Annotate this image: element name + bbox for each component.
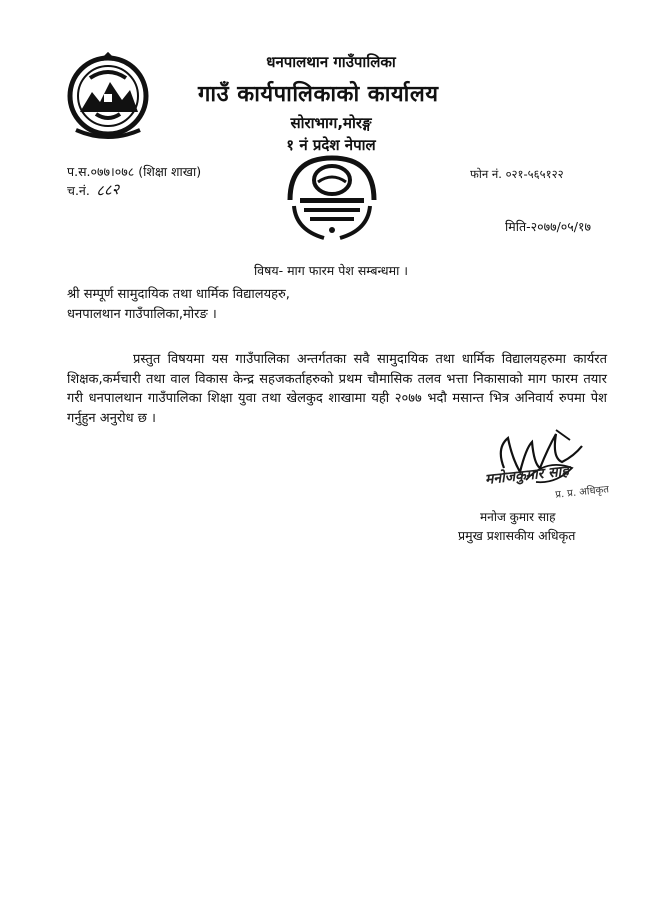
reference-number: प.स.०७७।०७८ (शिक्षा शाखा): [67, 164, 202, 179]
province-name: १ नं प्रदेश नेपाल: [286, 136, 376, 154]
office-seal-stamp: [282, 150, 382, 242]
signer-title: प्रमुख प्रशासकीय अधिकृत: [458, 528, 576, 543]
signer-name: मनोज कुमार साह: [480, 510, 556, 524]
letter-body: प्रस्तुत विषयमा यस गाउँपालिका अन्तर्गतका सवै सामुदायिक तथा धार्मिक विद्यालयहरुमा कार्यरत शिक्षक,कर्मचारी तथा वाल विकास केन्द्र सहजकर्ताहरुको प्रथम चौमासिक तलव भत्ता निकासाको माग फारम तयार गरी धनपालथान गाउँपालिका शिक्षा युवा तथा खेलकुद शाखामा यही २०७७ भदौ मसान्त भित्र अनिवार्य रुपमा पेश गर्नुहुन अनुरोध छ ।: [67, 352, 607, 426]
office-address: सोराभाग,मोरङ्ग: [290, 114, 372, 132]
signature-name-stamp: मनोजकुमार साह: [484, 463, 570, 488]
signature-title-stamp: प्र. प्र. अधिकृत: [554, 484, 610, 501]
dispatch-number-label: च.नं.: [67, 183, 90, 198]
addressee-line-1: श्री सम्पूर्ण सामुदायिक तथा धार्मिक विद्यालयहरु,: [67, 287, 290, 302]
dispatch-number-row: [67, 180, 119, 200]
dispatch-number-handwritten: ८८२: [95, 180, 120, 200]
municipality-name: धनपालथान गाउँपालिका: [266, 53, 396, 71]
letter-subject: विषय- माग फारम पेश सम्बन्धमा ।: [253, 263, 409, 278]
phone-number: फोन नं. ०२१-५६५१२२: [470, 167, 564, 181]
office-name: गाउँ कार्यपालिकाको कार्यालय: [198, 82, 439, 107]
letter-date: मिति-२०७७/०५/१७: [505, 219, 592, 234]
addressee-line-2: धनपालथान गाउँपालिका,मोरङ ।: [67, 307, 217, 322]
